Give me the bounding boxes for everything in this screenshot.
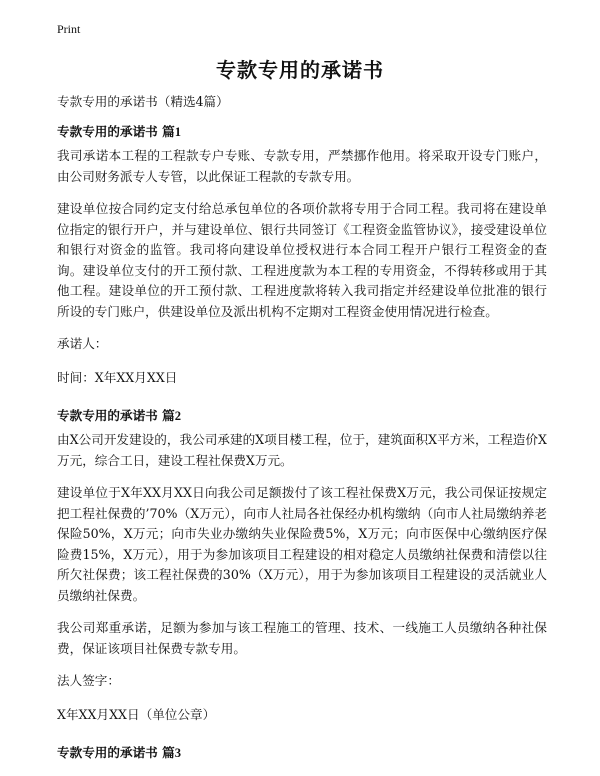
section-heading-text: 专款专用的承诺书 (57, 745, 158, 760)
date-seal-line: X年XX月XX日（单位公章） (57, 707, 216, 722)
section-heading-text: 专款专用的承诺书 (57, 408, 158, 423)
section-heading-number: 篇3 (162, 746, 182, 760)
section-2-paragraph-1: 由X公司开发建设的，我公司承建的X项目楼工程，位于，建筑面积X平方米，工程造价X万元，综合工日，建设工程社保费X万元。 (57, 432, 547, 468)
section-heading-2 (57, 402, 547, 430)
time-line: 时间：X年XX月XX日 (57, 370, 178, 385)
document-intro: 专款专用的承诺书（精选4篇） (57, 94, 229, 109)
section-1-paragraph-2: 建设单位按合同约定支付给总承包单位的各项价款将专用于合同工程。我司将在建设单位指定的银行开户，并与建设单位、银行共同签订《工程资金监管协议》，接受建设单位和银行对资金的监管。我司将向建设单位授权进行本合同工程开户银行工程资金的查询。建设单位支付的开工预付款、工程进度款为本工程的专用资金，不得转移或用于其他工程。建设单位的开工预付款、工程进度款将转入我司指定并经建设单位批准的银行所设的专门账户，供建设单位及派出机构不定期对工程资金使用情况进行检查。 (57, 201, 547, 319)
section-heading-3 (57, 739, 547, 767)
document-body (57, 92, 547, 767)
section-2-paragraph-3: 我公司郑重承诺，足额为参加与该工程施工的管理、技术、一线施工人员缴纳各种社保费，保证该项目社保费专款专用。 (57, 620, 547, 656)
promisor-line: 承诺人： (57, 336, 108, 351)
section-heading-1 (57, 118, 547, 146)
document-title: 专款专用的承诺书 (216, 58, 384, 82)
legal-signature-line: 法人签字： (57, 673, 120, 688)
print-label: Print (57, 22, 81, 36)
section-heading-number: 篇2 (162, 409, 182, 423)
section-heading-text: 专款专用的承诺书 (57, 124, 158, 139)
section-heading-number: 篇1 (162, 125, 182, 139)
section-2-paragraph-2: 建设单位于X年XX月XX日向我公司足额拨付了该工程社保费X万元，我公司保证按规定把工程社保费的’70%（X万元），向市人社局各社保经办机构缴纳（向市人社局缴纳养老保险50%，X万元；向市失业办缴纳失业保险费5%，X万元；向市医保中心缴纳医疗保险费15%，X万元），用于为参加该项目工程建设的相对稳定人员缴纳社保费和清偿以往所欠社保费；该工程社保费的30%（X万元），用于为参加该项目工程建设的灵活就业人员缴纳社保费。 (57, 485, 547, 603)
section-1-paragraph-1: 我司承诺本工程的工程款专户专账、专款专用，严禁挪作他用。将采取开设专门账户，由公司财务派专人专管，以此保证工程款的专款专用。 (57, 148, 547, 184)
